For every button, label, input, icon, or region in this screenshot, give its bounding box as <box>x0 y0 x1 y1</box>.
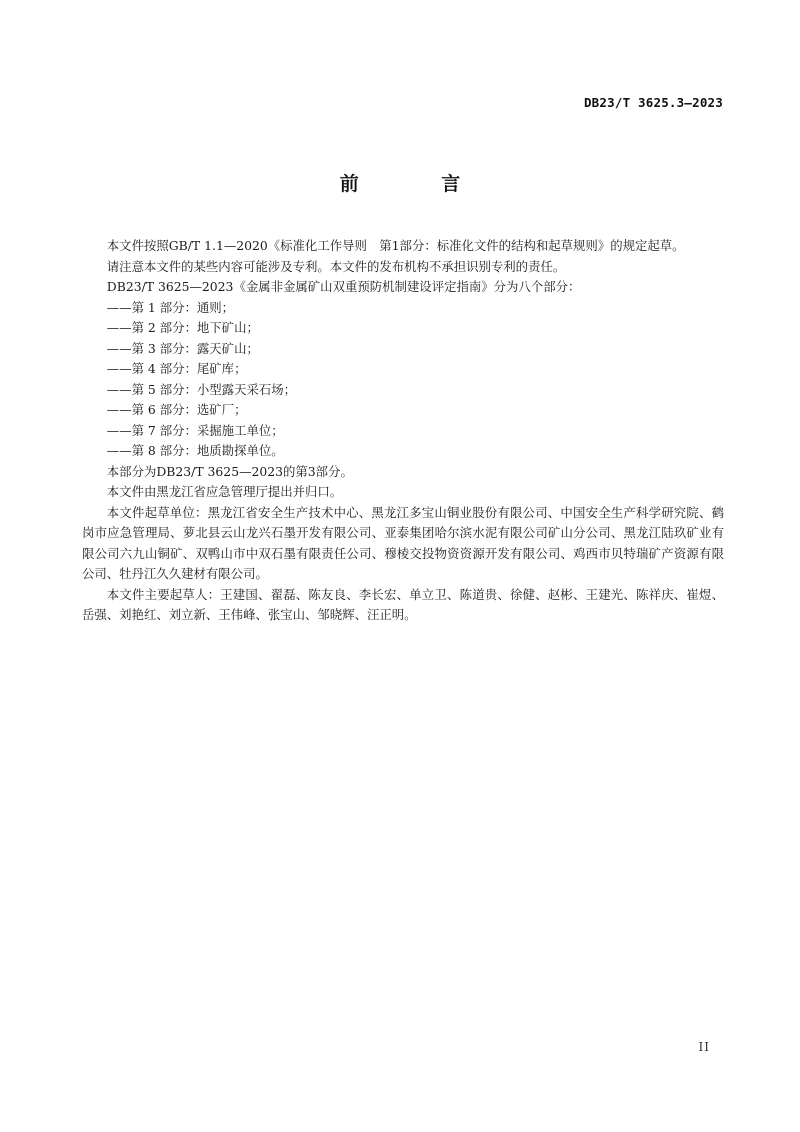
page-number: II <box>698 1040 710 1054</box>
list-item: ——第 5 部分：小型露天采石场； <box>106 381 297 397</box>
document-code: DB23/T 3625.3—2023 <box>583 95 723 110</box>
list-item: ——第 3 部分：露天矿山； <box>106 340 259 356</box>
paragraph-drafting-rules: 本文件按照GB/T 1.1—2020《标准化工作导则 第1部分：标准化文件的结构和起草规则》的规定起草。 <box>106 238 685 253</box>
list-item: ——第 6 部分：选矿厂； <box>106 402 247 417</box>
list-item: ——第 2 部分：地下矿山； <box>106 320 259 335</box>
section-title: 前 言 <box>339 173 499 195</box>
paragraph-proposer: 本文件由黑龙江省应急管理厅提出并归口。 <box>106 484 343 499</box>
document-body <box>82 236 724 626</box>
paragraph-drafting-units: 本文件起草单位：黑龙江省安全生产技术中心、黑龙江多宝山铜业股份有限公司、中国安全生产科学研究院、鹤岗市应急管理局、萝北县云山龙兴石墨开发有限公司、亚泰集团哈尔滨水泥有限公司矿山分公司、黑龙江陆玖矿业有限公司六九山铜矿、双鸭山市中双石墨有限责任公司、穆棱交投物资资源开发有限公司、鸡西市贝特瑞矿产资源有限公司、牡丹江久久建材有限公司。 <box>82 504 724 581</box>
paragraph-patent-notice: 请注意本文件的某些内容可能涉及专利。本文件的发布机构不承担识别专利的责任。 <box>106 258 566 274</box>
list-item: ——第 4 部分：尾矿库； <box>106 361 247 376</box>
paragraph-drafters: 本文件主要起草人：王建国、翟磊、陈友良、李长宏、单立卫、陈道贵、徐健、赵彬、王建光、陈祥庆、崔煜、岳强、刘艳红、刘立新、王伟峰、张宝山、邹晓辉、汪正明。 <box>82 586 724 622</box>
parts-list <box>82 298 724 462</box>
list-item: ——第 1 部分：通则； <box>106 299 235 315</box>
list-item: ——第 7 部分：采掘施工单位； <box>106 422 284 438</box>
paragraph-part-statement: 本部分为DB23/T 3625—2023的第3部分。 <box>106 463 353 479</box>
list-item: ——第 8 部分：地质勘探单位。 <box>106 443 284 458</box>
paragraph-parts-intro: DB23/T 3625—2023《金属非金属矿山双重预防机制建设评定指南》分为八个部分： <box>106 279 581 294</box>
